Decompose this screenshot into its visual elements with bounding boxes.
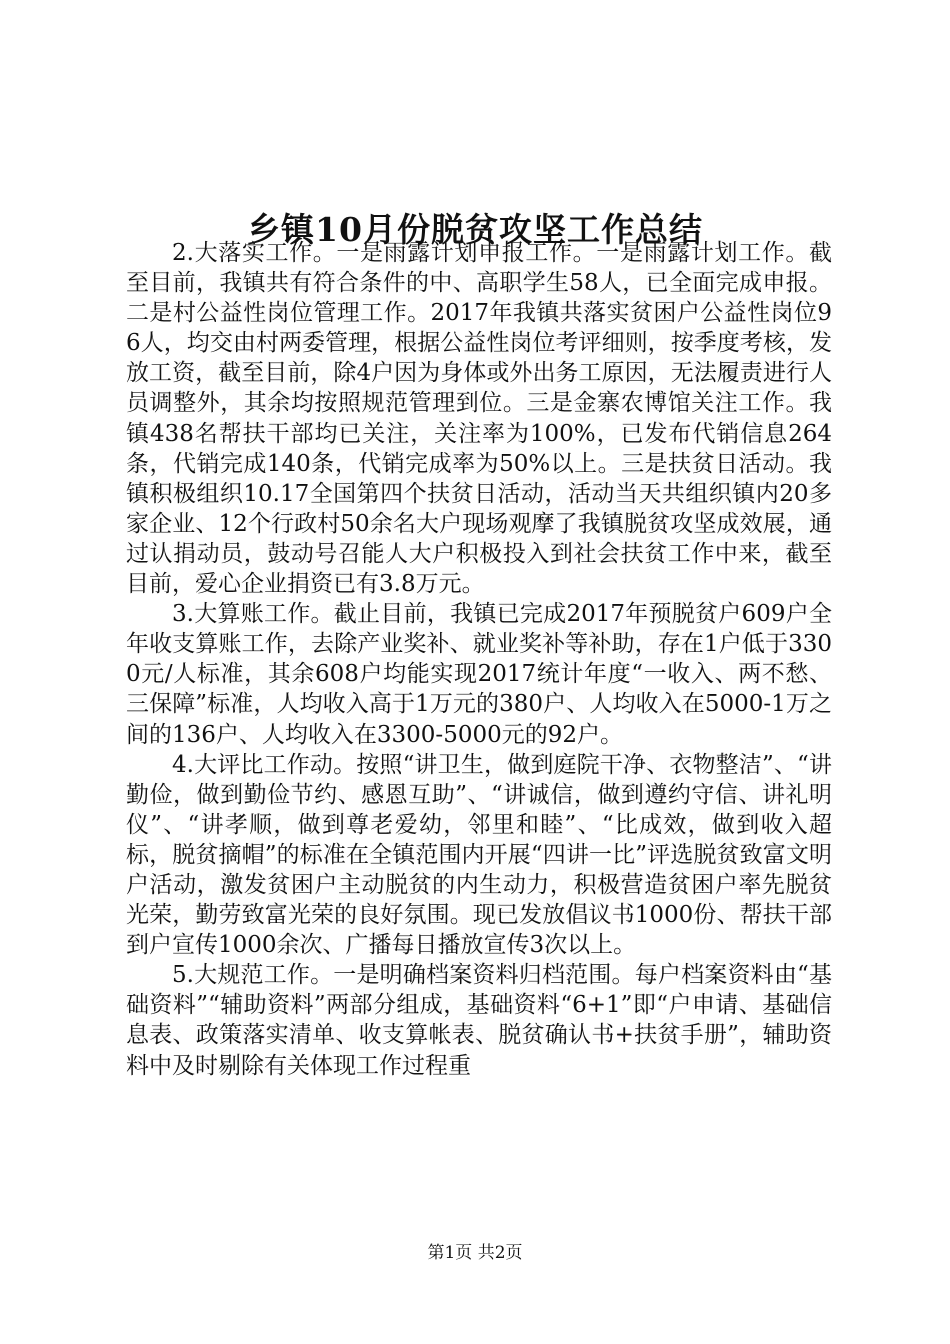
paragraph-4: 5.大规范工作。一是明确档案资料归档范围。每户档案资料由“基础资料”“辅助资料”两部分组成，基础资料“6+1”即“户申请、基础信息表、政策落实清单、收支算帐表、脱贫确认书+扶贫手册”，辅助资料中及时剔除有关体现工作过程重	[126, 962, 832, 1079]
document-body	[126, 238, 832, 1081]
paragraph-3: 4.大评比工作动。按照“讲卫生，做到庭院干净、衣物整洁”、“讲勤俭，做到勤俭节约、感恩互助”、“讲诚信，做到遵约守信、讲礼明仪”、“讲孝顺，做到尊老爱幼，邻里和睦”、“比成效，做到收入超标，脱贫摘帽”的标准在全镇范围内开展“四讲一比”评选脱贫致富文明户活动，激发贫困户主动脱贫的内生动力，积极营造贫困户率先脱贫光荣，勤劳致富光荣的良好氛围。现已发放倡议书1000份、帮扶干部到户宣传1000余次、广播每日播放宣传3次以上。	[126, 751, 832, 959]
paragraph-2: 3.大算账工作。截止目前，我镇已完成2017年预脱贫户609户全年收支算账工作，去除产业奖补、就业奖补等补助，存在1户低于3300元/人标准，其余608户均能实现2017统计年度“一收入、两不愁、三保障”标准，人均收入高于1万元的380户、人均收入在5000-1万之间的136户、人均收入在3300-5000元的92户。	[126, 601, 832, 748]
paragraph-1: 2.大落实工作。一是雨露计划申报工作。一是雨露计划工作。截至目前，我镇共有符合条件的中、高职学生58人，已全面完成申报。二是村公益性岗位管理工作。2017年我镇共落实贫困户公益性岗位96人，均交由村两委管理，根据公益性岗位考评细则，按季度考核，发放工资，截至目前，除4户因为身体或外出务工原因，无法履责进行人员调整外，其余均按照规范管理到位。三是金寨农博馆关注工作。我镇438名帮扶干部均已关注，关注率为100%，已发布代销信息264条，代销完成140条，代销完成率为50%以上。三是扶贫日活动。我镇积极组织10.17全国第四个扶贫日活动，活动当天共组织镇内20多家企业、12个行政村50余名大户现场观摩了我镇脱贫攻坚成效展，通过认捐动员，鼓动号召能人大户积极投入到社会扶贫工作中来，截至目前，爱心企业捐资已有3.8万元。	[126, 240, 832, 598]
page-number-footer: 第1页 共2页	[427, 1243, 523, 1263]
document-title: 乡镇10月份脱贫攻坚工作总结	[247, 210, 703, 250]
